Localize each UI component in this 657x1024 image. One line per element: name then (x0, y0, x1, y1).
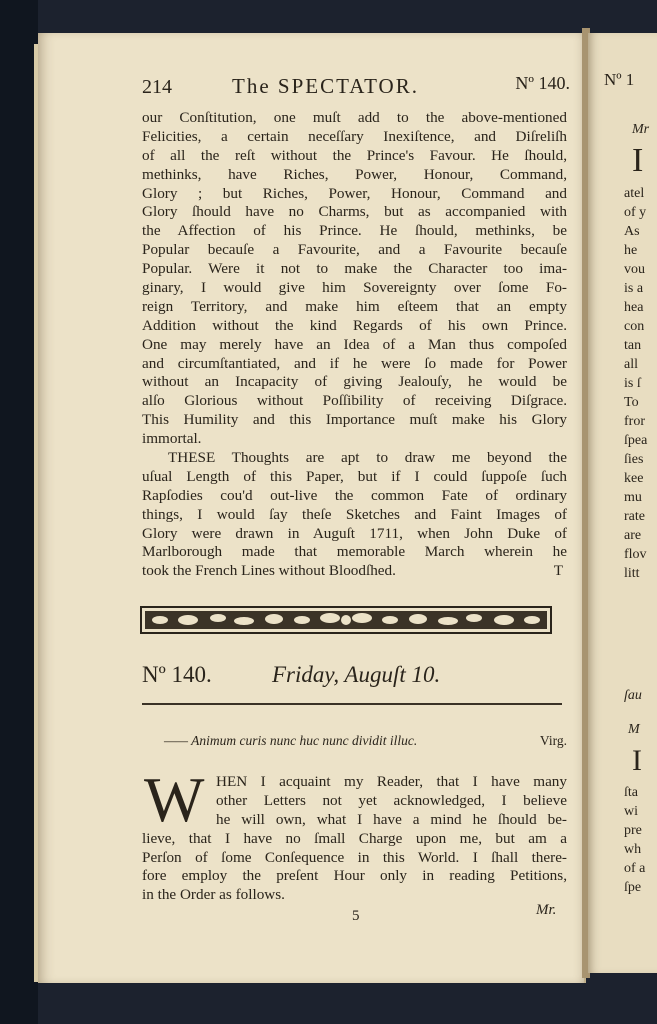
text-line: of all the reſt without the Prince's Favour. He ſhould, (142, 146, 567, 164)
text-line: uſual Length of this Paper, but if I could ſuppoſe ſuch (142, 467, 567, 485)
text-line: alſo Glorious without Poſſibility of receiving Diſgrace. (142, 392, 567, 410)
text-line: HEN I acquaint my Reader, that I have many (216, 773, 567, 790)
issue-date: Friday, Auguſt 10. (272, 662, 441, 687)
issue-number: Nº 140. (142, 662, 212, 687)
facing-page-header: Nº 1 (604, 70, 635, 89)
text-line: Glory ſhould have no Charms, but as accompanied with (142, 203, 567, 221)
text-line: litt (624, 566, 640, 581)
letter-paragraph (142, 773, 567, 905)
text-line: fror (624, 414, 645, 429)
text-line: ſta (624, 785, 638, 800)
text-line: immortal. (142, 430, 202, 448)
issue-number-header: Nº 140. (515, 73, 570, 93)
text-line: wh (624, 842, 642, 857)
heading-rule (142, 703, 562, 705)
text-line: One may merely have an Idea of a Man thus compoſed (142, 335, 567, 353)
text-line: Addition without the kind Regards of his own Prince. (142, 316, 567, 334)
text-line: he will own, what I have a mind he ſhould be- (216, 810, 567, 828)
text-line: fore employ the preſent Hour only in reading Petitions, (142, 867, 567, 885)
text-line: M (628, 722, 640, 737)
text-line: ginary, I would give him Sovereignty over ſome Fo- (142, 279, 567, 297)
text-line: wi (624, 804, 638, 819)
drop-capital: W (144, 764, 205, 835)
text-line: in the Order as follows. (142, 886, 285, 904)
text-line: pre (624, 823, 642, 838)
text-line: atel (624, 186, 645, 201)
text-line: of y (624, 205, 647, 220)
text-line: is ſ (624, 376, 641, 391)
page-number: 214 (142, 76, 172, 98)
text-line: I (632, 744, 642, 777)
text-line: ſies (624, 452, 644, 467)
text-line: vou (624, 262, 645, 277)
facing-page (588, 33, 657, 973)
issue-heading (142, 662, 567, 696)
text-line: tan (624, 338, 642, 353)
text-line: kee (624, 471, 644, 486)
text-line: the Affection of his Prince. He ſhould, methinks, be (142, 222, 567, 240)
periodical-title: The SPECTATOR. (232, 74, 419, 98)
epigraph-text: —— Animum curis nunc huc nunc dividit illuc. (164, 733, 418, 748)
text-line: To (624, 395, 639, 410)
text-line: Glory ; but Riches, Power, Honour, Command and (142, 184, 567, 202)
text-line: is a (624, 281, 644, 296)
book-cover-left (0, 0, 38, 1024)
text-line: This Humility and this Importance muſt make his Glory (142, 411, 567, 429)
signature-mark: 5 (352, 908, 360, 924)
text-line: other Letters not yet acknowledged, I believe (216, 791, 567, 809)
text-line: Popular. Were it not to make the Character too ima- (142, 260, 567, 278)
text-line: without an Incapacity of giving Jealouſy, he would be (142, 373, 567, 391)
catchword: Mr. (536, 902, 557, 918)
text-line: As (624, 224, 640, 239)
decorative-ornament-band (140, 606, 552, 634)
text-line: he (624, 243, 638, 258)
epigraph-author: Virg. (539, 733, 567, 748)
text-line: Perſon of ſome Conſequence in this World. I ſhall there- (142, 848, 567, 866)
text-line: flov (624, 547, 647, 562)
text-line: and circumſtantiated, and if he were ſo made for Power (142, 354, 567, 372)
text-line: con (624, 319, 645, 334)
text-line: Mr (632, 122, 650, 137)
body-paragraph-1 (142, 109, 567, 581)
text-line: our Conſtitution, one muſt add to the above-mentioned (142, 109, 567, 126)
text-line: mu (624, 490, 642, 505)
author-mark: T (553, 562, 563, 580)
running-header (142, 72, 570, 102)
text-line-final (142, 562, 567, 581)
text-line: THESE Thoughts are apt to draw me beyond the (168, 449, 567, 467)
text-line: of a (624, 861, 646, 876)
text-line: Rapſodies cou'd out-live the common Fate of ordinary (142, 486, 567, 504)
text-line: lieve, that I have no ſmall Charge upon me, but am a (142, 829, 567, 847)
text-line: ſau (624, 688, 642, 703)
text-line: reign Territory, and make him eſteem that an empty (142, 297, 567, 315)
text-line: methinks, have Riches, Power, Honour, Command, (142, 165, 567, 183)
text-line: ſpea (624, 433, 648, 448)
text-line: Popular becauſe a Favourite, and a Favourite becauſe (142, 241, 567, 259)
text-line: Glory were drawn in Auguſt 1711, when John Duke of (142, 524, 567, 542)
text-line: all (624, 357, 638, 372)
text-line: I (632, 142, 644, 179)
text-line: ſpe (624, 880, 642, 895)
text-line: Felicities, a certain neceſſary Inexiſtence, and Diſreliſh (142, 127, 567, 145)
text-line: are (624, 528, 642, 543)
text-line: hea (624, 300, 644, 315)
text-line: things, I would ſay theſe Sketches and Faint Images of (142, 505, 567, 523)
text-line: Marlborough made that memorable March wherein he (142, 543, 567, 561)
text-line: took the French Lines without Bloodſhed. (142, 562, 396, 580)
text-line: rate (624, 509, 645, 524)
